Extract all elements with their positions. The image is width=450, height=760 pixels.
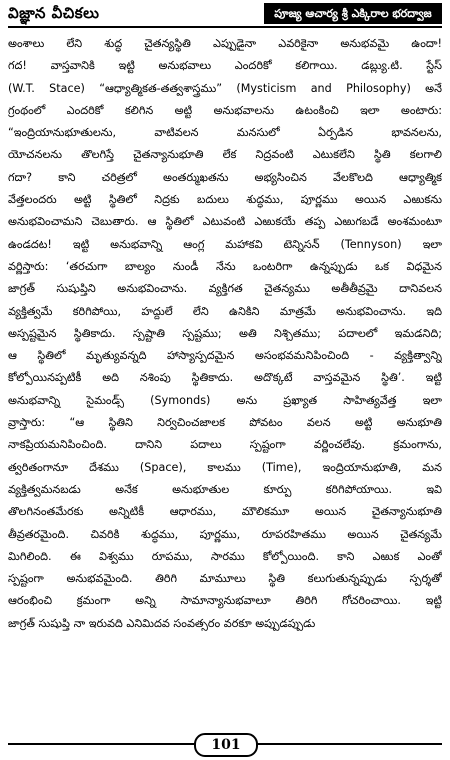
text-line: గ్రంథంలో ఎందరికో కలిగిన అట్టి అనుభవాలను ఉటంకించి ఇలా అంటారు: [8, 103, 442, 117]
text-line: ఆరంభించి క్రమంగా అన్ని సామాన్యానుభవాలూ తిరిగి గోచరించాయి. ఇట్టి [8, 594, 442, 608]
text-line: మిగిలింది. ఈ విశ్వము రూపము, సారము కోల్పోయింది. కాని ఎఱుక ఎంతో [8, 549, 442, 563]
text-line: (W.T. Stace) “ఆధ్యాత్మికత-తత్వశాస్త్రము” (Mysticism and Philosophy) అనే [8, 81, 442, 95]
text-line: నాకప్రియమనిపించింది. దానిని పదాలు స్పష్టంగా వర్ణించలేవు. క్రమంగాను, [8, 438, 442, 452]
text-line: వ్రాస్తారు: “ఆ స్థితిని నిర్వచించజాలక పోవటం వలన అట్టి అనుభూతి [8, 416, 442, 430]
text-line: అస్పష్టమైన స్థితికాదు. స్పష్టాతి స్పష్టము; అతి నిశ్చితము; పదాలలో ఇమడనిది; [8, 326, 442, 340]
text-line: వర్ణిస్తారు: ‘తరచుగా బాల్యం నుండీ నేను ఒంటరిగా ఉన్నప్పుడు ఒక విధమైన [8, 259, 442, 273]
page-footer [8, 733, 442, 755]
text-line: త్వరితంగానూ దేశము (Space), కాలము (Time), ఇంద్రియానుభూతి, మన [8, 460, 442, 474]
page-number: 101 [194, 733, 258, 757]
text-line: అనుభవాన్ని సైమండ్స్ (Symonds) అను ప్రఖ్యాత సాహిత్యవేత్త ఇలా [8, 393, 442, 407]
text-line: గద! వాస్తవానికి ఇట్టి అనుభవాలు ఎందరికో కలిగాయి. డబ్ల్యు.టి. స్టేస్ [8, 59, 442, 73]
text-line: యోచనలను తొలగిస్తే చైతన్యానుభూతి లేక నిద్రవంటి ఎటుకలేని స్థితి కలగాలి [8, 148, 442, 162]
text-line: వ్యక్తిత్వమే కరిగిపోయి, హద్దులే లేని ఉనికిని మాత్రమే అనుభవించాను. ఇది [8, 304, 442, 318]
text-line: స్పష్టంగా అనుభవమైంది. తిరిగి మామూలు స్థితి కలుగుతున్నప్పుడు స్పర్శతో [8, 572, 442, 586]
author-banner: పూజ్య ఆచార్య శ్రీ ఎక్కిరాల భరద్వాజ [264, 3, 442, 24]
text-line: తొలగినంతమేరకు అన్నిటికీ ఆధారము, మౌలికమూ అయిన చైతన్యానుభూతి [8, 505, 442, 519]
text-line: వేత్తలందరు అట్టి స్థితిలో నిద్రకు బదులు శుద్ధము, పూర్ణము అయిన ఎఱుకను [8, 193, 442, 207]
running-header [8, 3, 442, 27]
text-line: అంశాలు లేని శుద్ధ చైతన్యస్థితి ఎప్పుడైనా ఎవరికైనా అనుభవమై ఉందా! [8, 37, 442, 50]
text-line: కోల్పోయినప్పటికీ అది నశింపు స్థితికాదు. అదొక్కటే వాస్తవమైన స్థితి’. ఇట్టి [8, 371, 442, 385]
header-divider [8, 26, 442, 28]
text-line: వ్యక్తిత్వమనబడు అనేక అనుభూతుల కూర్పు కరిగిపోయాయి. ఇవి [8, 482, 442, 496]
text-line: “ఇంద్రియానుభూతులను, వాటివలన మనసులో ఏర్పడిన భావనలను, [8, 126, 442, 140]
text-line: తీవ్రతరమైంది. చివరికి శుద్ధము, పూర్ణము, రూపరహితము అయిన చైతన్యమే [8, 527, 442, 541]
text-line: ఆ స్థితిలో మృత్యువన్నది హాస్యాస్పదమైన అసంభవమనిపించింది - వ్యక్తిత్వాన్ని [8, 349, 442, 363]
page-body [8, 33, 442, 728]
text-line: అనుభవించామని చెబుతారు. ఆ స్థితిలో ఎటువంటి ఎఱుకయే తప్ప ఎఱుగబడే అంశమంటూ [8, 215, 442, 229]
text-line: జాగ్రత్ సుషుప్తిని అనుభవించాను. వ్యక్తిగత చైతన్యము అతీతీవ్రమై దానివలన [8, 282, 442, 296]
text-line: ఉండదట! ఇట్టి అనుభవాన్ని ఆంగ్ల మహాకవి టెన్నిసన్ (Tennyson) ఇలా [8, 237, 442, 251]
book-title: విజ్ఞాన వీచికలు [8, 4, 100, 22]
text-line: జాగ్రత్ సుషుప్తి నా ఇరువది ఎనిమిదవ సంవత్సరం వరకూ అప్పుడప్పుడు [8, 616, 316, 630]
text-line: గదా? కాని చరిత్రలో అంతర్ముఖతను అభ్యసించిన వేలకొలది ఆధ్యాత్మిక [8, 170, 442, 184]
